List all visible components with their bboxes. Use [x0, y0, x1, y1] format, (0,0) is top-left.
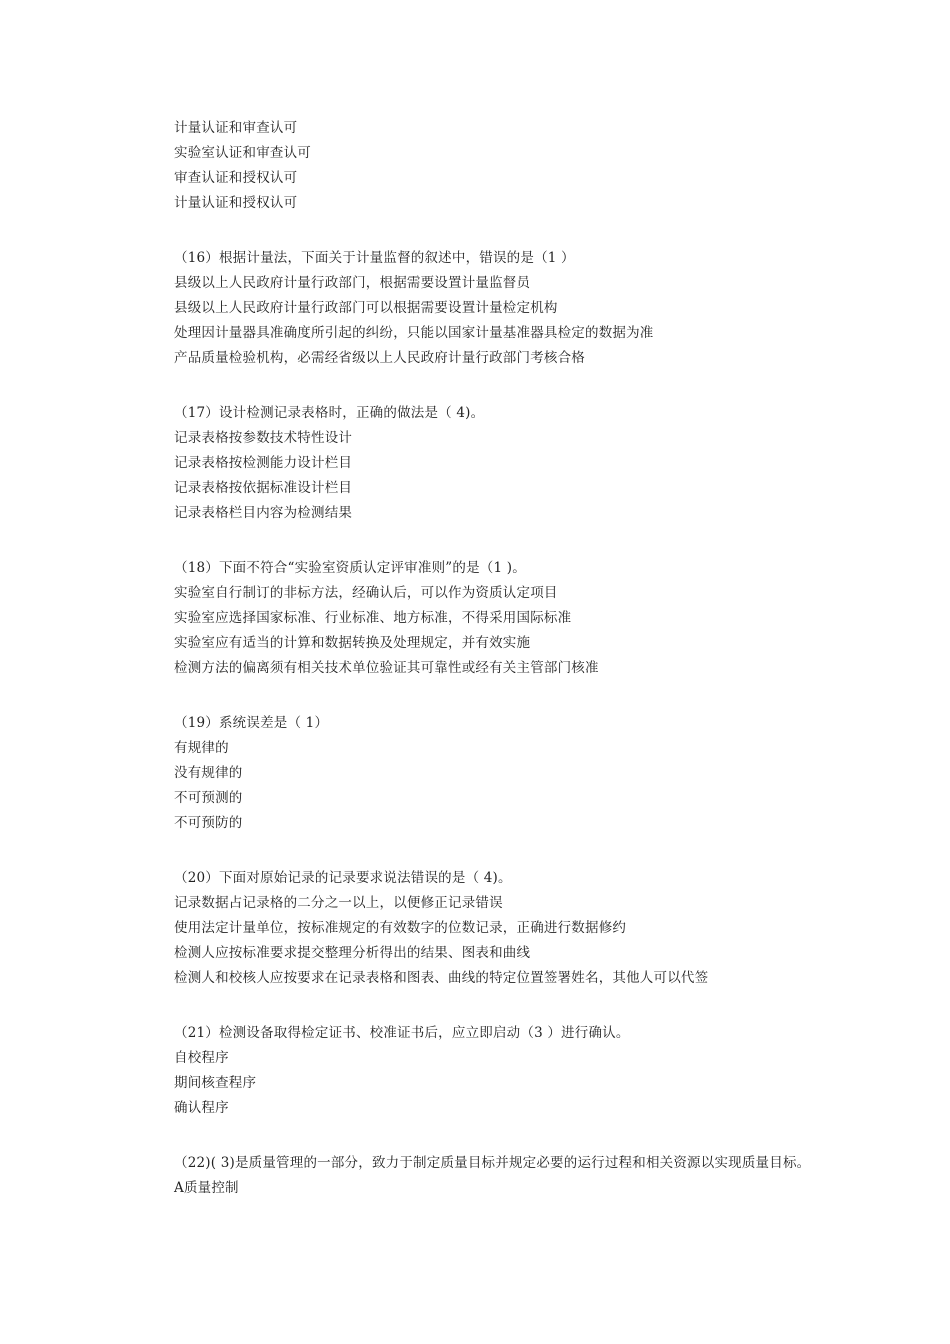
option-line: 自校程序 — [174, 1050, 229, 1066]
question-22 — [174, 1151, 824, 1201]
spacer — [174, 1121, 824, 1151]
spacer — [174, 526, 824, 556]
option-line: 记录表格按检测能力设计栏目 — [174, 455, 353, 471]
question-18 — [174, 556, 824, 681]
question-stem: （16）根据计量法，下面关于计量监督的叙述中，错误的是（1 ） — [174, 250, 575, 266]
question-16 — [174, 246, 824, 371]
question-stem: （17）设计检测记录表格时，正确的做法是（ 4)。 — [174, 405, 485, 421]
option-line: 记录数据占记录格的二分之一以上，以便修正记录错误 — [174, 895, 503, 911]
spacer — [174, 836, 824, 866]
question-21 — [174, 1021, 824, 1121]
options-block-top — [174, 116, 824, 216]
option-line: 记录表格按依据标准设计栏目 — [174, 480, 353, 496]
option-line: 实验室认证和审查认可 — [174, 145, 311, 161]
question-stem: （19）系统误差是（ 1） — [174, 715, 329, 731]
question-stem: （18）下面不符合“实验室资质认定评审准则”的是（1 )。 — [174, 560, 526, 576]
option-line: 不可预测的 — [174, 790, 243, 806]
option-line: 期间核查程序 — [174, 1075, 257, 1091]
question-20 — [174, 866, 824, 991]
option-line: 检测人应按标准要求提交整理分析得出的结果、图表和曲线 — [174, 945, 531, 961]
question-stem: （20）下面对原始记录的记录要求说法错误的是（ 4)。 — [174, 870, 512, 886]
spacer — [174, 681, 824, 711]
document-page — [174, 116, 824, 1201]
option-line: 检测人和校核人应按要求在记录表格和图表、曲线的特定位置签署姓名，其他人可以代签 — [174, 970, 709, 986]
option-line: 记录表格按参数技术特性设计 — [174, 430, 353, 446]
question-stem: （21）检测设备取得检定证书、校准证书后，应立即启动（3 ）进行确认。 — [174, 1025, 630, 1041]
spacer — [174, 216, 824, 246]
option-line: A质量控制 — [174, 1180, 239, 1196]
option-line: 没有规律的 — [174, 765, 243, 781]
option-line: 产品质量检验机构，必需经省级以上人民政府计量行政部门考核合格 — [174, 350, 585, 366]
question-stem: （22)( 3)是质量管理的一部分，致力于制定质量目标并规定必要的运行过程和相关资源以实现质量目标。 — [174, 1155, 811, 1171]
option-line: 实验室应有适当的计算和数据转换及处理规定，并有效实施 — [174, 635, 531, 651]
option-line: 县级以上人民政府计量行政部门可以根据需要设置计量检定机构 — [174, 300, 558, 316]
question-17 — [174, 401, 824, 526]
option-line: 计量认证和审查认可 — [174, 120, 298, 136]
question-19 — [174, 711, 824, 836]
option-line: 县级以上人民政府计量行政部门，根据需要设置计量监督员 — [174, 275, 531, 291]
option-line: 确认程序 — [174, 1100, 229, 1116]
option-line: 实验室应选择国家标准、行业标准、地方标准，不得采用国际标准 — [174, 610, 572, 626]
option-line: 审查认证和授权认可 — [174, 170, 298, 186]
option-line: 实验室自行制订的非标方法，经确认后，可以作为资质认定项目 — [174, 585, 558, 601]
spacer — [174, 371, 824, 401]
option-line: 使用法定计量单位，按标准规定的有效数字的位数记录，正确进行数据修约 — [174, 920, 627, 936]
option-line: 计量认证和授权认可 — [174, 195, 298, 211]
spacer — [174, 991, 824, 1021]
option-line: 检测方法的偏离须有相关技术单位验证其可靠性或经有关主管部门核准 — [174, 660, 599, 676]
option-line: 处理因计量器具准确度所引起的纠纷，只能以国家计量基准器具检定的数据为准 — [174, 325, 654, 341]
option-line: 记录表格栏目内容为检测结果 — [174, 505, 353, 521]
option-line: 不可预防的 — [174, 815, 243, 831]
option-line: 有规律的 — [174, 740, 229, 756]
